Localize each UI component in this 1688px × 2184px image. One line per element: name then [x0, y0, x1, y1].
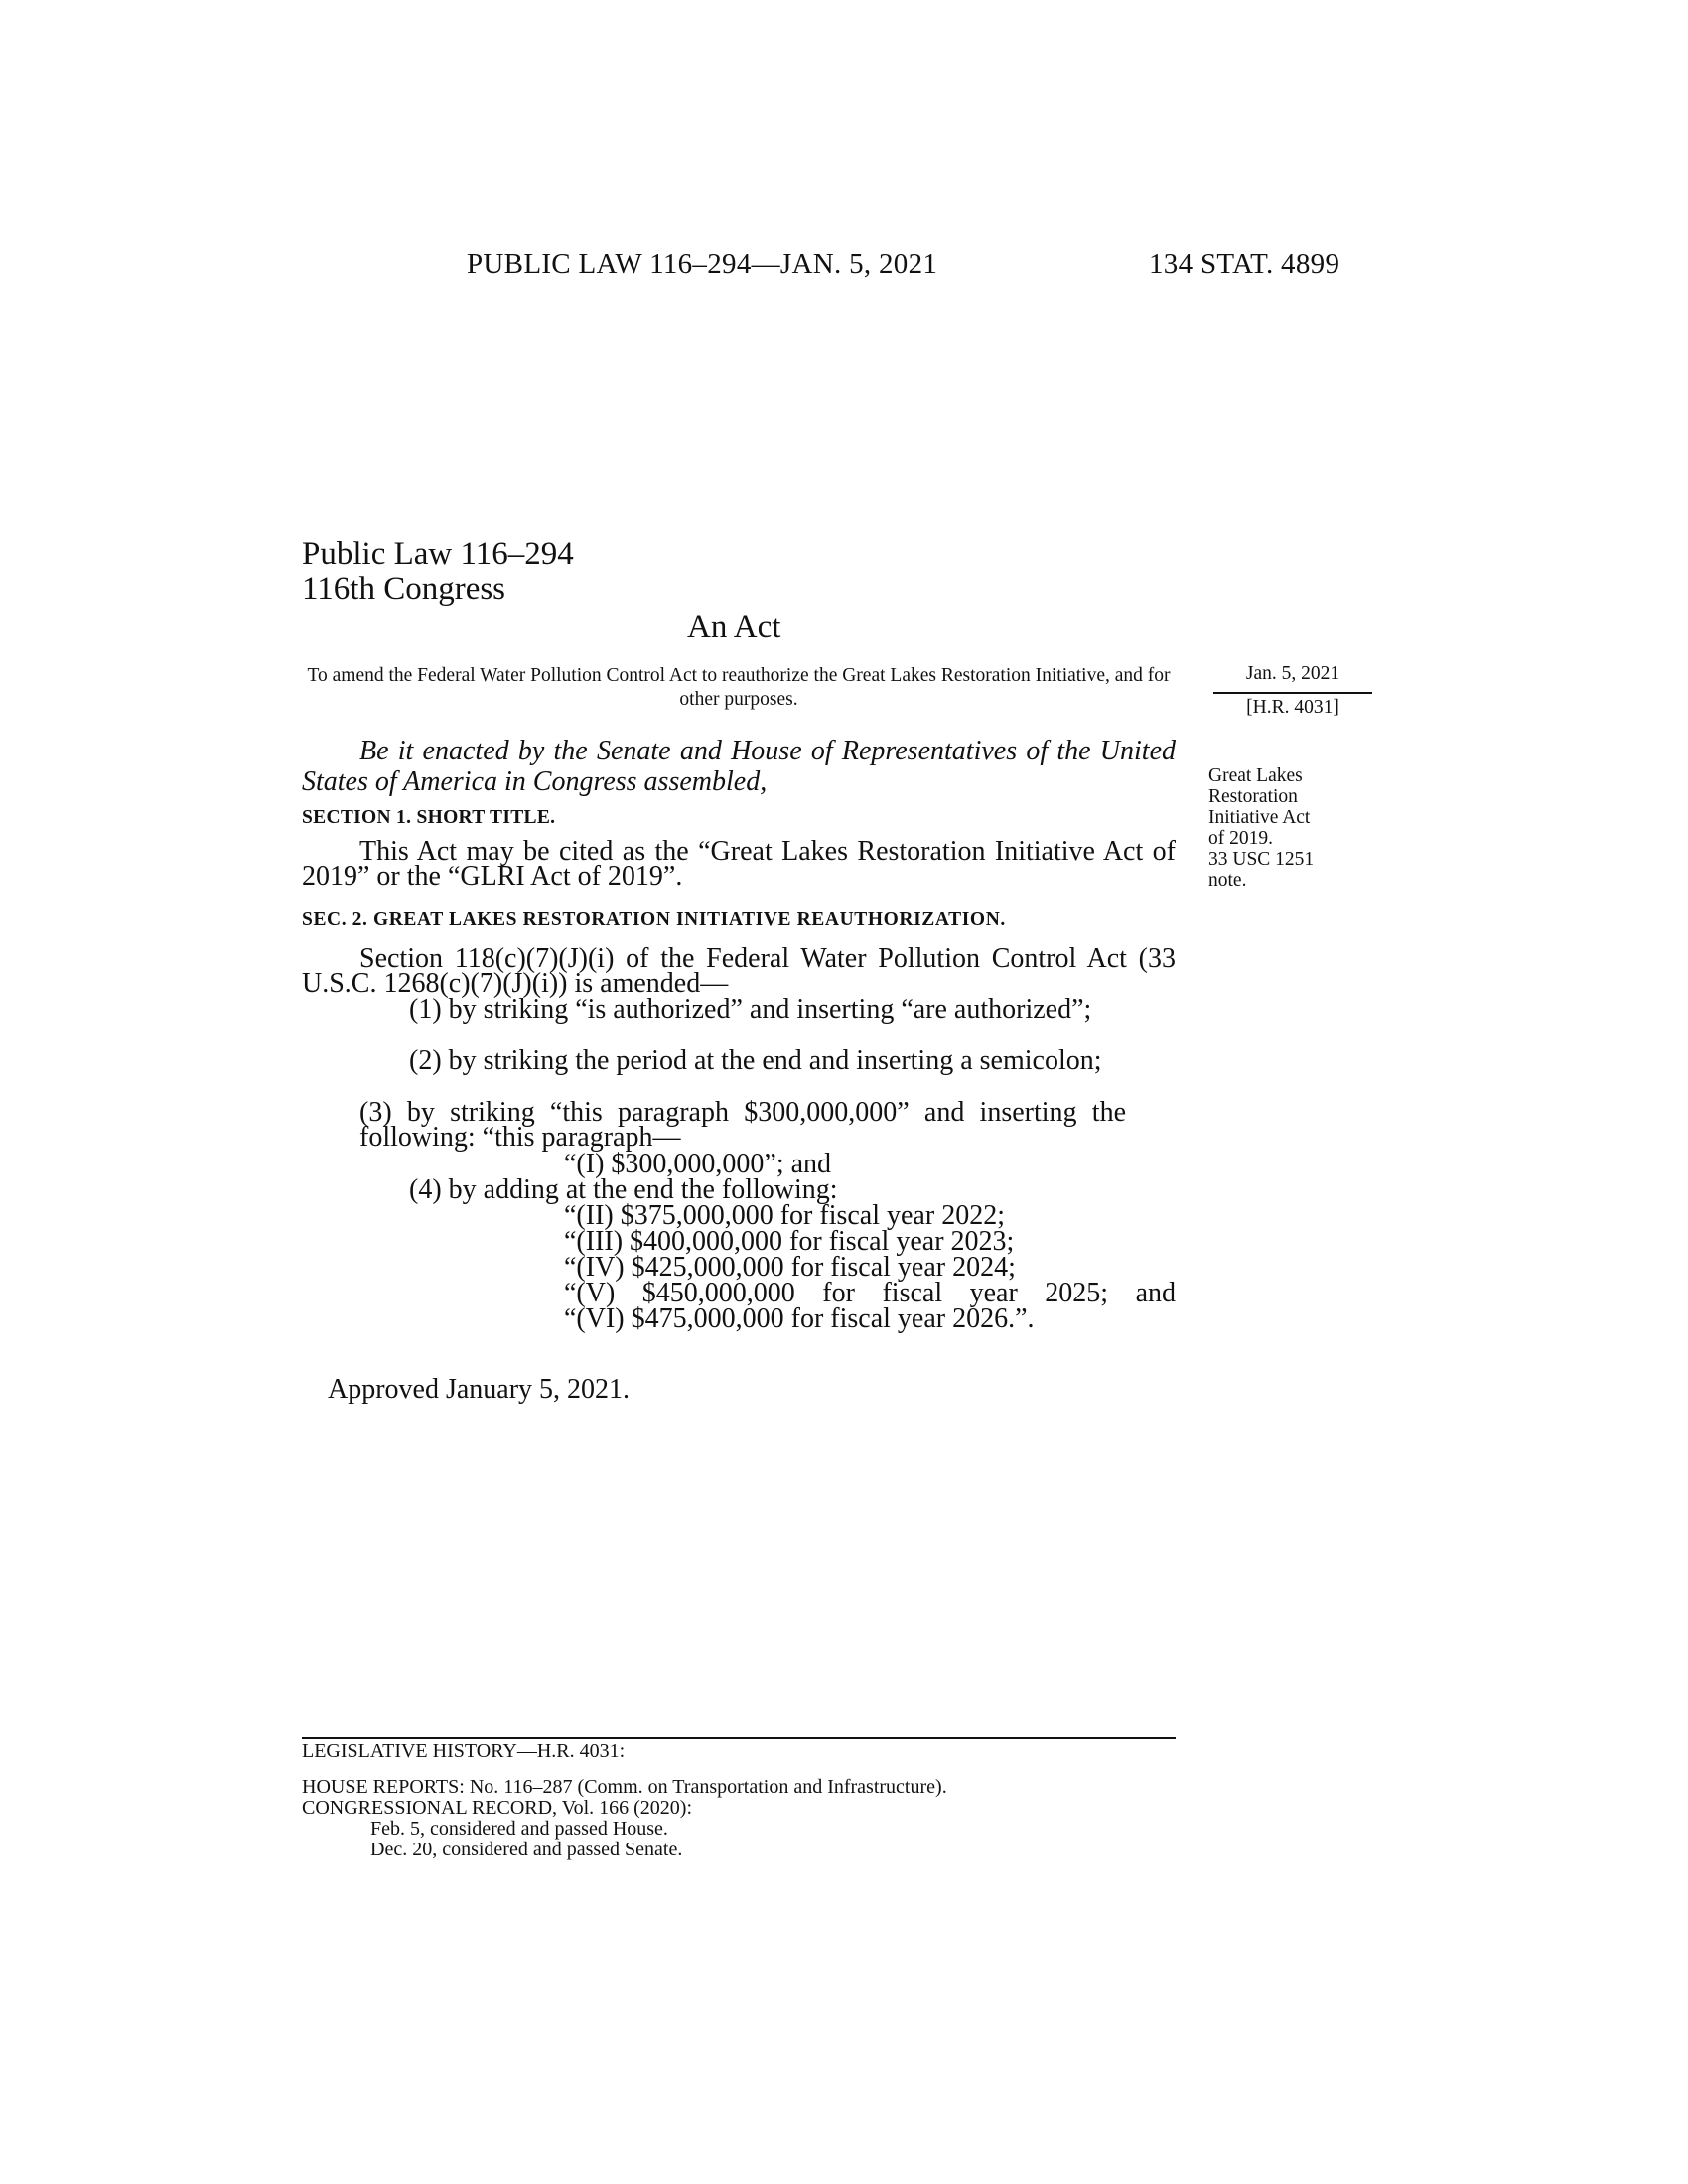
subclause-III: “(III) $400,000,000 for fiscal year 2023;: [564, 1226, 1015, 1257]
amendment-item-4: (4) by adding at the end the following:: [409, 1174, 838, 1205]
sidenote-line: of 2019.: [1208, 828, 1273, 849]
act-title: An Act: [687, 610, 781, 645]
record-action-house: Feb. 5, considered and passed House.: [370, 1818, 668, 1840]
section-2-heading: SEC. 2. GREAT LAKES RESTORATION INITIATIVE REAUTHORIZATION.: [302, 909, 1006, 930]
public-law-number: Public Law 116–294: [302, 536, 574, 572]
sidenote-line: Great Lakes: [1208, 765, 1303, 786]
running-head: PUBLIC LAW 116–294—JAN. 5, 2021: [467, 248, 938, 280]
sidenote-line: note.: [1208, 870, 1247, 890]
margin-divider: [1213, 692, 1372, 694]
sidenote-line: Restoration: [1208, 786, 1298, 807]
subclause-VI: “(VI) $475,000,000 for fiscal year 2026.”.: [564, 1303, 1035, 1334]
house-reports: HOUSE REPORTS: No. 116–287 (Comm. on Transportation and Infrastructure).: [302, 1776, 947, 1798]
section-1-text: This Act may be cited as the “Great Lakes Restoration Initiative Act of 2019” or the “GLRI Act of 2019”.: [302, 836, 1176, 891]
section-2-intro: Section 118(c)(7)(J)(i) of the Federal Water Pollution Control Act (33 U.S.C. 1268(c)(7)(J)(i)) is amended—: [302, 943, 1176, 999]
enacting-clause: Be it enacted by the Senate and House of Representatives of the United States of America in Congress assembled,: [302, 736, 1176, 797]
congress-label: 116th Congress: [302, 571, 506, 607]
margin-bill-number: [H.R. 4031]: [1246, 697, 1339, 718]
legislative-history-heading: LEGISLATIVE HISTORY—H.R. 4031:: [302, 1740, 626, 1762]
record-action-senate: Dec. 20, considered and passed Senate.: [370, 1839, 683, 1860]
sidenote-line: 33 USC 1251: [1208, 849, 1315, 870]
margin-sidenote: [1208, 765, 1367, 890]
section-1-heading: SECTION 1. SHORT TITLE.: [302, 807, 556, 828]
amendment-item-1: (1) by striking “is authorized” and inserting “are authorized”;: [409, 994, 1092, 1024]
subclause-I: “(I) $300,000,000”; and: [564, 1149, 832, 1179]
subclause-V: “(V) $450,000,000 for fiscal year 2025; and: [564, 1278, 1176, 1308]
purpose-statement: To amend the Federal Water Pollution Control Act to reauthorize the Great Lakes Restoration Initiative, and for other purposes.: [307, 665, 1171, 710]
amendment-item-2: (2) by striking the period at the end and inserting a semicolon;: [409, 1045, 1102, 1076]
subclause-II: “(II) $375,000,000 for fiscal year 2022;: [564, 1200, 1005, 1231]
amendment-item-3: (3) by striking “this paragraph $300,000,000” and inserting the following: “this paragraph—: [359, 1097, 1126, 1153]
margin-date: Jan. 5, 2021: [1245, 663, 1340, 684]
subclause-IV: “(IV) $425,000,000 for fiscal year 2024;: [564, 1252, 1016, 1283]
page-stat-number: 134 STAT. 4899: [1149, 248, 1340, 280]
footer-divider: [302, 1737, 1176, 1739]
sidenote-line: Initiative Act: [1208, 807, 1311, 828]
congressional-record: CONGRESSIONAL RECORD, Vol. 166 (2020):: [302, 1797, 692, 1819]
approval-date: Approved January 5, 2021.: [328, 1374, 631, 1405]
